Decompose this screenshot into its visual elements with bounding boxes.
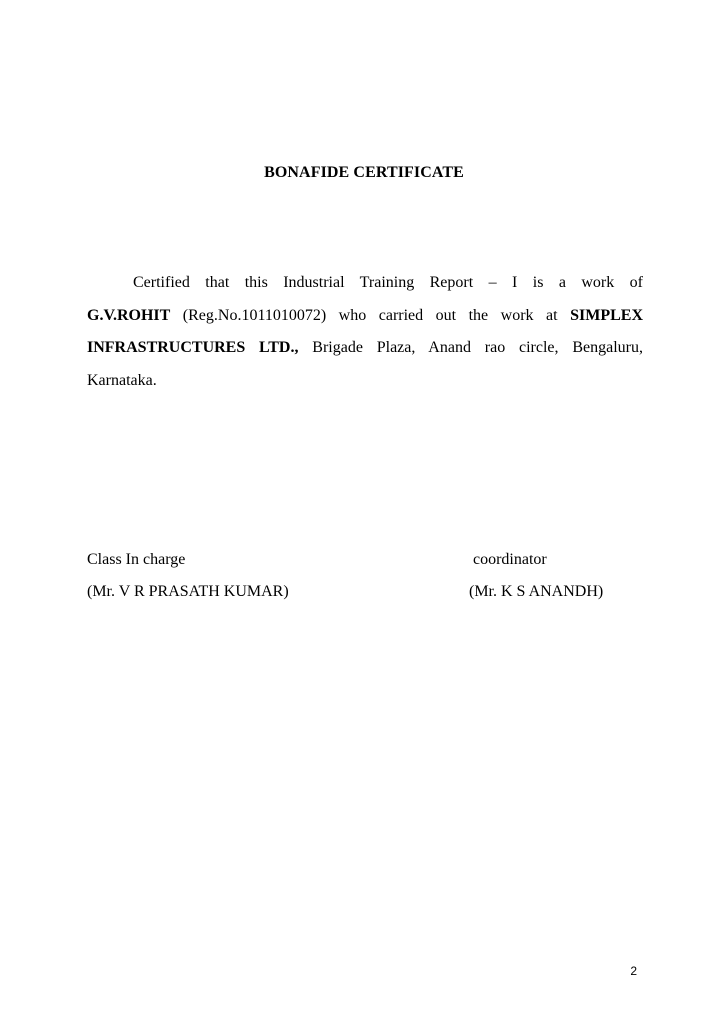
- certificate-paragraph: [87, 267, 643, 397]
- paragraph-line-3: [87, 332, 643, 365]
- student-name: G.V.ROHIT: [87, 306, 171, 324]
- registration-text: (Reg.No.1011010072) who carried out the work at: [170, 306, 571, 324]
- company-name-part-1: SIMPLEX: [570, 306, 643, 324]
- city-text: Bengaluru,: [572, 339, 643, 356]
- paragraph-line-1: Certified that this Industrial Training Report – I is a work of: [133, 274, 643, 291]
- page-title: BONAFIDE CERTIFICATE: [264, 164, 464, 181]
- paragraph-line-4: Karnataka.: [87, 371, 157, 389]
- paragraph-line-2: [87, 300, 643, 333]
- address-text: Brigade Plaza, Anand rao circle,: [298, 339, 559, 356]
- company-name-part-2: INFRASTRUCTURES LTD.,: [87, 339, 299, 356]
- coordinator-name: (Mr. K S ANANDH): [469, 583, 604, 600]
- page-number: 2: [630, 964, 637, 978]
- class-incharge-name: (Mr. V R PRASATH KUMAR): [87, 583, 289, 600]
- coordinator-label: coordinator: [473, 551, 547, 568]
- class-incharge-label: Class In charge: [87, 551, 186, 568]
